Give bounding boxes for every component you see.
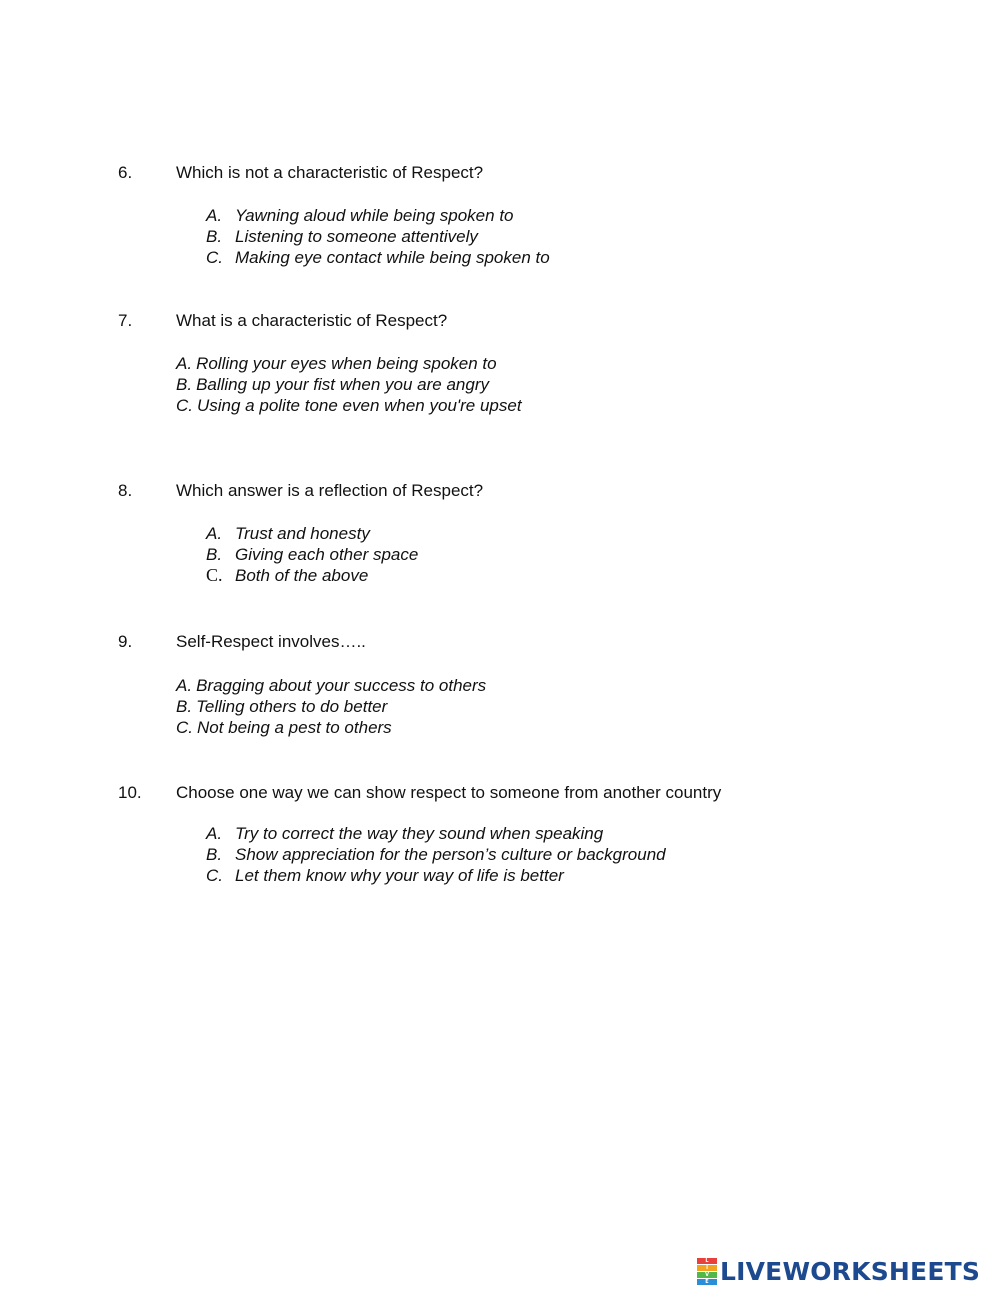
question-number: 9.	[118, 632, 133, 651]
option-letter: B.	[176, 697, 193, 716]
option-letter: C.	[176, 396, 193, 415]
option-text: Try to correct the way they sound when speaking	[235, 824, 604, 843]
option-b	[206, 844, 666, 865]
question-number: 6.	[118, 163, 133, 182]
question-number: 8.	[118, 481, 133, 500]
option-text: Not being a pest to others	[197, 718, 392, 737]
option-b	[206, 226, 550, 247]
logo-text: LIVEWORKSHEETS	[720, 1256, 981, 1286]
question-number: 10.	[118, 783, 142, 802]
option-a	[206, 523, 418, 544]
option-letter: C.	[206, 866, 223, 885]
option-text: Bragging about your success to others	[196, 676, 487, 695]
option-list	[176, 353, 522, 416]
option-text: Telling others to do better	[196, 697, 388, 716]
option-b	[176, 374, 522, 395]
option-text: Rolling your eyes when being spoken to	[196, 354, 497, 373]
question-text: Choose one way we can show respect to someone from another country	[176, 783, 722, 802]
option-c	[176, 717, 486, 738]
question-text: Which is not a characteristic of Respect?	[176, 163, 484, 182]
option-a	[176, 675, 486, 696]
option-c	[206, 247, 550, 268]
option-list	[176, 675, 486, 738]
option-a	[176, 353, 522, 374]
option-text: Trust and honesty	[235, 524, 370, 543]
option-list	[206, 205, 550, 268]
option-text: Using a polite tone even when you're upset	[197, 396, 522, 415]
question-text: What is a characteristic of Respect?	[176, 311, 448, 330]
option-letter: A.	[176, 354, 193, 373]
logo-mark-icon	[697, 1258, 717, 1285]
option-b	[206, 544, 418, 565]
option-b	[176, 696, 486, 717]
logo-mark-letter: I	[697, 1265, 717, 1271]
option-letter: C.	[206, 248, 223, 267]
option-list	[206, 823, 666, 886]
option-letter: C.	[176, 718, 193, 737]
option-letter: B.	[206, 845, 223, 864]
option-letter: C.	[206, 565, 223, 585]
option-letter: B.	[206, 227, 223, 246]
logo-mark-letter: L	[697, 1258, 717, 1264]
liveworksheets-logo	[697, 1257, 980, 1285]
option-text: Giving each other space	[235, 545, 419, 564]
question-number: 7.	[118, 311, 133, 330]
option-c	[206, 565, 418, 586]
option-text: Let them know why your way of life is better	[235, 866, 564, 885]
question-text: Self-Respect involves…..	[176, 632, 366, 651]
option-a	[206, 205, 550, 226]
option-letter: B.	[206, 545, 223, 564]
option-text: Show appreciation for the person’s culture or background	[235, 845, 666, 864]
option-list	[206, 523, 418, 586]
option-letter: A.	[206, 206, 223, 225]
option-text: Making eye contact while being spoken to	[235, 248, 550, 267]
option-c	[206, 865, 666, 886]
option-letter: A.	[176, 676, 193, 695]
option-letter: B.	[176, 375, 193, 394]
question-text: Which answer is a reflection of Respect?	[176, 481, 484, 500]
option-text: Yawning aloud while being spoken to	[235, 206, 514, 225]
option-text: Both of the above	[235, 566, 369, 585]
option-a	[206, 823, 666, 844]
logo-mark-letter: V	[697, 1272, 717, 1278]
logo-mark-letter: E	[697, 1279, 717, 1285]
option-c	[176, 395, 522, 416]
option-text: Balling up your fist when you are angry	[196, 375, 490, 394]
option-text: Listening to someone attentively	[235, 227, 478, 246]
option-letter: A.	[206, 824, 223, 843]
option-letter: A.	[206, 524, 223, 543]
